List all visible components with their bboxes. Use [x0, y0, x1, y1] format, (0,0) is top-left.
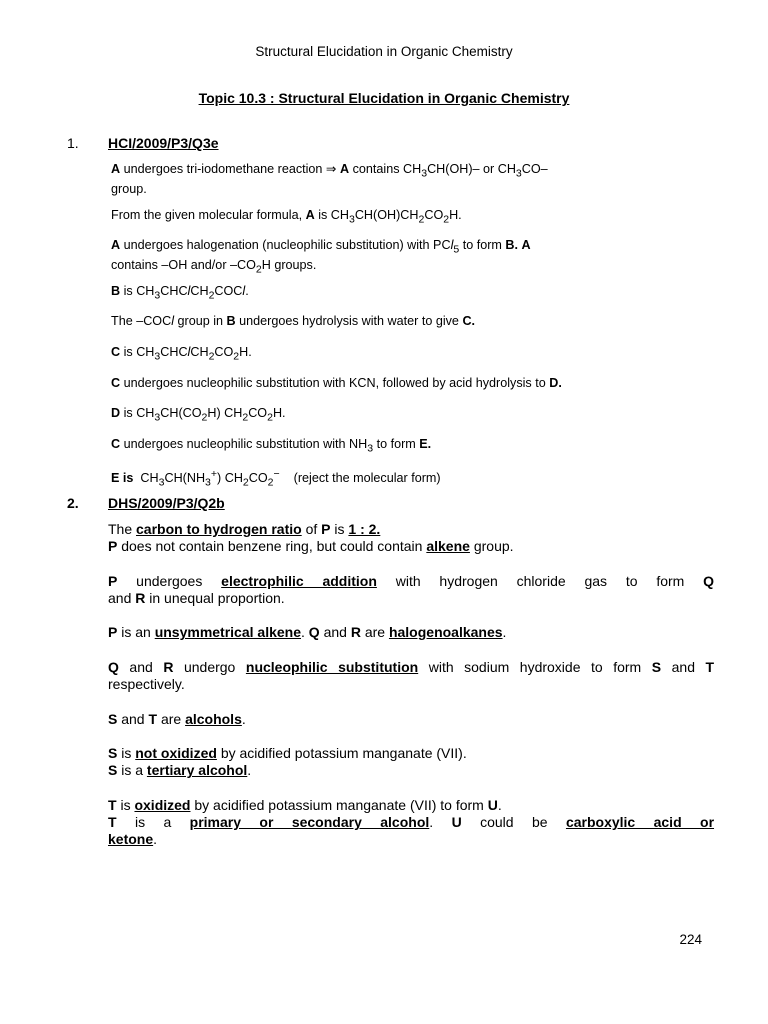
- symbol-t: T: [108, 814, 117, 830]
- italic-l: l: [242, 284, 246, 298]
- text: H.: [272, 406, 286, 420]
- text: is an: [121, 624, 151, 640]
- text: The –COC: [111, 314, 172, 328]
- symbol-u: U: [451, 814, 462, 830]
- text: and: [129, 659, 153, 675]
- subscript: 3: [158, 476, 165, 489]
- text: with sodium hydroxide to form: [428, 659, 642, 675]
- italic-l: l: [187, 345, 191, 359]
- key-term: not oxidized: [135, 745, 217, 761]
- symbol-s: S: [108, 745, 118, 761]
- subscript: 2: [242, 411, 249, 424]
- text: .: [245, 284, 249, 298]
- running-header: Structural Elucidation in Organic Chemistry: [255, 44, 513, 59]
- key-term: unsymmetrical alkene: [154, 624, 301, 640]
- superscript: +: [210, 468, 218, 480]
- q2-paragraph-2-line-2: [108, 590, 714, 607]
- subscript: 2: [208, 350, 215, 363]
- q2-paragraph-7-line-3: [108, 831, 714, 848]
- question-2-number: 2.: [67, 495, 79, 511]
- text: undergoes: [136, 573, 203, 589]
- italic-l: l: [187, 284, 191, 298]
- key-term: electrophilic addition: [221, 573, 377, 589]
- symbol-q: Q: [108, 659, 119, 675]
- q1-answer-line-2: [111, 208, 611, 228]
- text: H groups.: [261, 258, 317, 273]
- subscript: 2: [233, 350, 240, 363]
- q1-answer-line-6: [111, 345, 611, 365]
- symbol-s: S: [651, 659, 662, 675]
- subscript: 5: [453, 243, 460, 256]
- symbol-b: B.: [505, 238, 519, 252]
- q2-paragraph-4-line-2: [108, 676, 714, 693]
- subscript: 2: [267, 476, 274, 489]
- text: CH(CO: [160, 406, 202, 420]
- text: undergoes tri-iodomethane reaction ⇒: [123, 162, 337, 176]
- key-term: halogenoalkanes: [388, 624, 503, 640]
- text: undergoes halogenation (nucleophilic substitution) with PC: [123, 238, 451, 252]
- symbol-p: P: [108, 624, 118, 640]
- q2-paragraph-1: [108, 521, 714, 555]
- key-term: primary or secondary alcohol: [189, 814, 430, 830]
- text: contains CH: [352, 162, 422, 176]
- symbol-a: A: [521, 238, 531, 252]
- q2-paragraph-6: [108, 745, 714, 779]
- text: CO: [248, 471, 268, 486]
- symbol-a: A: [111, 238, 121, 252]
- text: with hydrogen chloride gas to form: [395, 573, 685, 589]
- subscript: 2: [242, 476, 249, 489]
- text: group.: [473, 538, 514, 554]
- text: is a: [134, 814, 172, 830]
- q2-paragraph-4-line-1: [108, 659, 714, 676]
- text: is CH: [123, 345, 155, 359]
- text: CH: [190, 345, 209, 359]
- symbol-a: A: [340, 162, 350, 176]
- symbol-r: R: [350, 624, 361, 640]
- text: (reject the molecular form): [293, 471, 441, 486]
- text: undergo: [183, 659, 236, 675]
- text: and: [323, 624, 347, 640]
- symbol-c: C.: [462, 314, 476, 328]
- q2-paragraph-3: [108, 624, 714, 641]
- symbol-d: D.: [549, 376, 562, 390]
- symbol-e: E: [111, 471, 120, 486]
- symbol-t: T: [705, 659, 715, 675]
- symbol-d: D: [111, 406, 121, 420]
- superscript: −: [273, 468, 280, 480]
- text: CO: [248, 406, 268, 420]
- text: CH: [190, 284, 209, 298]
- symbol-c: C: [111, 345, 121, 359]
- text: CH(OH)CH: [354, 208, 419, 222]
- symbol-e: E.: [419, 437, 432, 451]
- text: could be: [480, 814, 548, 830]
- symbol-t: T: [148, 711, 158, 727]
- text: CH(OH)– or CH: [427, 162, 516, 176]
- q2-paragraph-5: [108, 711, 714, 728]
- subscript: 3: [154, 289, 161, 302]
- text: is CH: [123, 284, 155, 298]
- text: undergoes hydrolysis with water to give: [239, 314, 459, 328]
- subscript: 3: [515, 167, 522, 180]
- key-term: nucleophilic substitution: [245, 659, 419, 675]
- subscript: 3: [154, 350, 161, 363]
- text: is: [334, 521, 345, 537]
- key-term: alkene: [426, 538, 470, 554]
- symbol-p: P: [108, 538, 118, 554]
- q1-answer-line-7: [111, 376, 611, 392]
- text: is a: [121, 762, 144, 778]
- q1-answer-line-4: [111, 284, 611, 304]
- subscript: 2: [443, 213, 450, 226]
- symbol-c: C: [111, 437, 121, 451]
- text: undergoes nucleophilic substitution with KCN, followed by acid hydrolysis to: [123, 376, 546, 390]
- text: From the given molecular formula,: [111, 208, 303, 222]
- text: is CH: [123, 406, 155, 420]
- text: CH(NH: [164, 471, 206, 486]
- subscript: 3: [348, 213, 355, 226]
- key-term: tertiary alcohol: [146, 762, 248, 778]
- italic-l: l: [171, 314, 175, 328]
- subscript: 2: [418, 213, 425, 226]
- text: to form: [462, 238, 502, 252]
- text: is CH: [318, 208, 349, 222]
- symbol-r: R: [163, 659, 174, 675]
- key-term: alcohols: [185, 711, 242, 727]
- text: .: [241, 711, 246, 727]
- subscript: 2: [267, 411, 273, 424]
- text: of: [305, 521, 318, 537]
- symbol-s: S: [108, 762, 118, 778]
- text: group in: [177, 314, 224, 328]
- text: respectively.: [108, 676, 185, 692]
- subscript: 3: [154, 411, 161, 424]
- key-term: oxidized: [134, 797, 191, 813]
- q1-answer-line-9: [111, 437, 611, 457]
- symbol-s: S: [108, 711, 118, 727]
- symbol-p: P: [108, 573, 118, 589]
- symbol-c: C: [111, 376, 121, 390]
- page-number: 224: [679, 932, 702, 947]
- subscript: 3: [367, 442, 374, 455]
- subscript: 2: [201, 411, 208, 424]
- text: by acidified potassium manganate (VII).: [220, 745, 467, 761]
- text: CHC: [160, 345, 188, 359]
- italic-l: l: [450, 238, 454, 252]
- key-term: 1 : 2.: [348, 521, 381, 537]
- symbol-b: B: [111, 284, 121, 298]
- text: H) CH: [207, 406, 243, 420]
- text: CO: [214, 345, 234, 359]
- symbol-q: Q: [308, 624, 320, 640]
- q2-paragraph-7-line-2: [108, 814, 714, 831]
- q2-paragraph-7-line-1: [108, 797, 714, 814]
- symbol-u: U: [487, 797, 498, 813]
- subscript: 2: [255, 263, 262, 276]
- text: CHC: [160, 284, 188, 298]
- text: undergoes nucleophilic substitution with NH: [123, 437, 368, 451]
- text: ) CH: [217, 471, 243, 486]
- text: in unequal proportion.: [149, 590, 285, 606]
- text: are: [160, 711, 182, 727]
- key-term: ketone: [108, 831, 154, 847]
- text: does not contain benzene ring, but could contain: [121, 538, 423, 554]
- text: H.: [239, 345, 252, 359]
- page-title: Topic 10.3 : Structural Elucidation in Organic Chemistry: [198, 90, 570, 106]
- text: .: [497, 797, 502, 813]
- text: .: [502, 624, 507, 640]
- text: .: [429, 814, 434, 830]
- text: group.: [111, 182, 147, 197]
- symbol-a: A: [305, 208, 315, 222]
- q1-answer-line-1: [111, 162, 611, 198]
- text: by acidified potassium manganate (VII) to form: [194, 797, 484, 813]
- text: .: [301, 624, 305, 640]
- symbol-p: P: [321, 521, 331, 537]
- key-term: carboxylic acid or: [565, 814, 715, 830]
- key-term: carbon to hydrogen ratio: [136, 521, 302, 537]
- subscript: 3: [421, 167, 428, 180]
- text: CO–: [521, 162, 548, 176]
- text: .: [153, 831, 158, 847]
- subscript: 3: [205, 476, 211, 489]
- text: contains –OH and/or –CO: [111, 258, 256, 273]
- text: H.: [449, 208, 462, 222]
- text: is: [121, 745, 132, 761]
- text: The: [108, 521, 133, 537]
- q1-answer-line-10: [111, 467, 611, 491]
- q1-answer-line-8: [111, 406, 611, 426]
- symbol-b: B: [226, 314, 236, 328]
- question-1-number: 1.: [67, 135, 79, 151]
- text: are: [364, 624, 386, 640]
- text: is: [122, 471, 134, 486]
- text: CO: [424, 208, 444, 222]
- text: and: [671, 659, 695, 675]
- q2-paragraph-2-line-1: [108, 573, 714, 590]
- text: COC: [214, 284, 243, 298]
- text: and: [121, 711, 145, 727]
- symbol-t: T: [108, 797, 117, 813]
- q1-answer-line-5: [111, 314, 611, 330]
- text: and: [108, 590, 132, 606]
- text: .: [247, 762, 252, 778]
- subscript: 2: [208, 289, 215, 302]
- text: CH: [140, 471, 159, 486]
- text: is: [120, 797, 131, 813]
- question-2-reference: DHS/2009/P3/Q2b: [108, 495, 225, 511]
- text: to form: [376, 437, 416, 451]
- q1-answer-line-3: [111, 238, 611, 278]
- symbol-a: A: [111, 162, 121, 176]
- symbol-r: R: [135, 590, 146, 606]
- question-1-reference: HCI/2009/P3/Q3e: [108, 135, 219, 151]
- symbol-q: Q: [703, 573, 715, 589]
